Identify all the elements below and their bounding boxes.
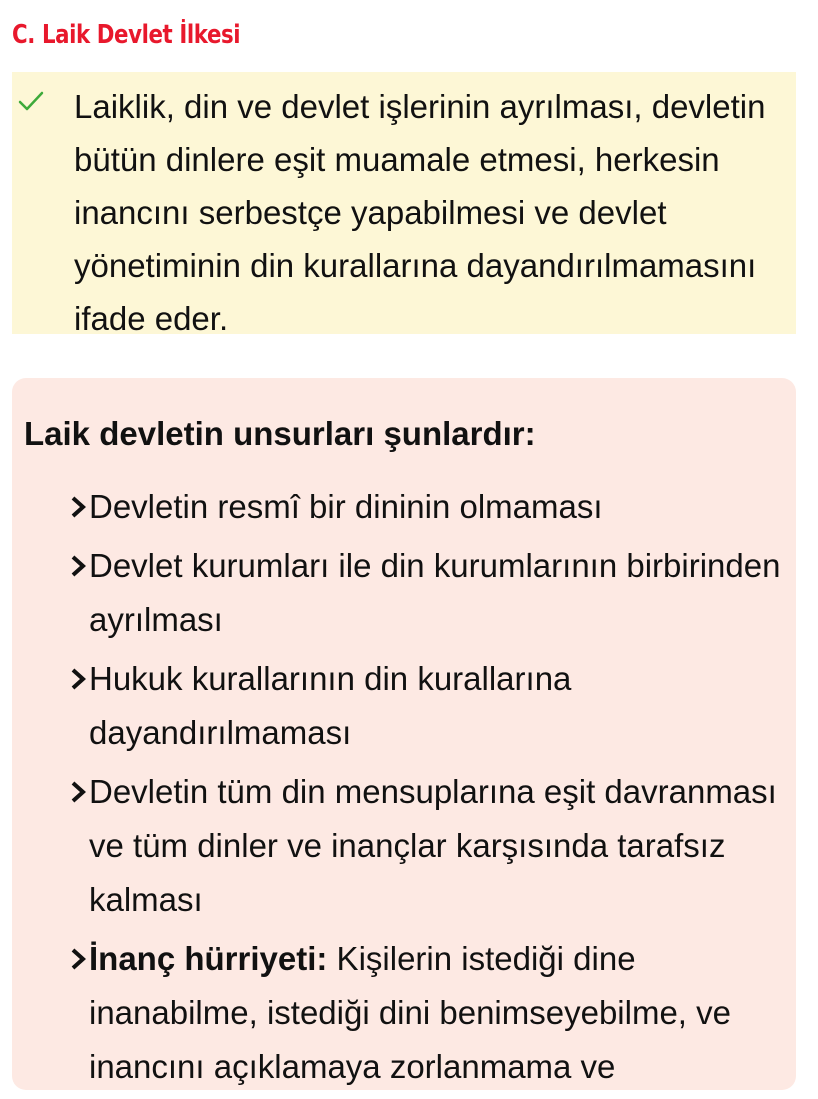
list-item-text: Hukuk kurallarının din kurallarına dayandırılmaması <box>89 660 572 751</box>
chevron-right-icon <box>70 781 86 803</box>
section-title: C. Laik Devlet İlkesi <box>12 20 241 50</box>
chevron-right-icon <box>70 948 86 970</box>
chevron-right-icon <box>70 555 86 577</box>
list-item <box>70 480 790 534</box>
definition-text: Laiklik, din ve devlet işlerinin ayrılması, devletin bütün dinlere eşit muamale etmesi, herkesin inancını serbestçe yapabilmesi ve devlet yönetiminin din kurallarına dayandırılmamasını ifade eder. <box>74 88 766 337</box>
chevron-right-icon <box>70 668 86 690</box>
list-item <box>70 652 790 760</box>
list-item-text: Devletin resmî bir dininin olmaması <box>89 488 603 525</box>
list-item-term: İnanç hürriyeti: <box>89 940 328 977</box>
elements-list <box>70 480 790 1099</box>
list-item <box>70 539 790 647</box>
list-item <box>70 765 790 927</box>
list-item-text: Kişilerin istediği dine inanabilme, istediği dini benimseyebilme, ve inancını açıklamaya zorlanmama ve <box>89 940 732 1085</box>
list-item-text: Devlet kurumları ile din kurumlarının birbirinden ayrılması <box>89 547 781 638</box>
chevron-right-icon <box>70 496 86 518</box>
elements-heading: Laik devletin unsurları şunlardır: <box>24 415 536 452</box>
check-icon <box>18 88 44 114</box>
list-item <box>70 932 790 1094</box>
list-item-text: Devletin tüm din mensuplarına eşit davranması ve tüm dinler ve inançlar karşısında tarafsız kalması <box>89 773 777 918</box>
